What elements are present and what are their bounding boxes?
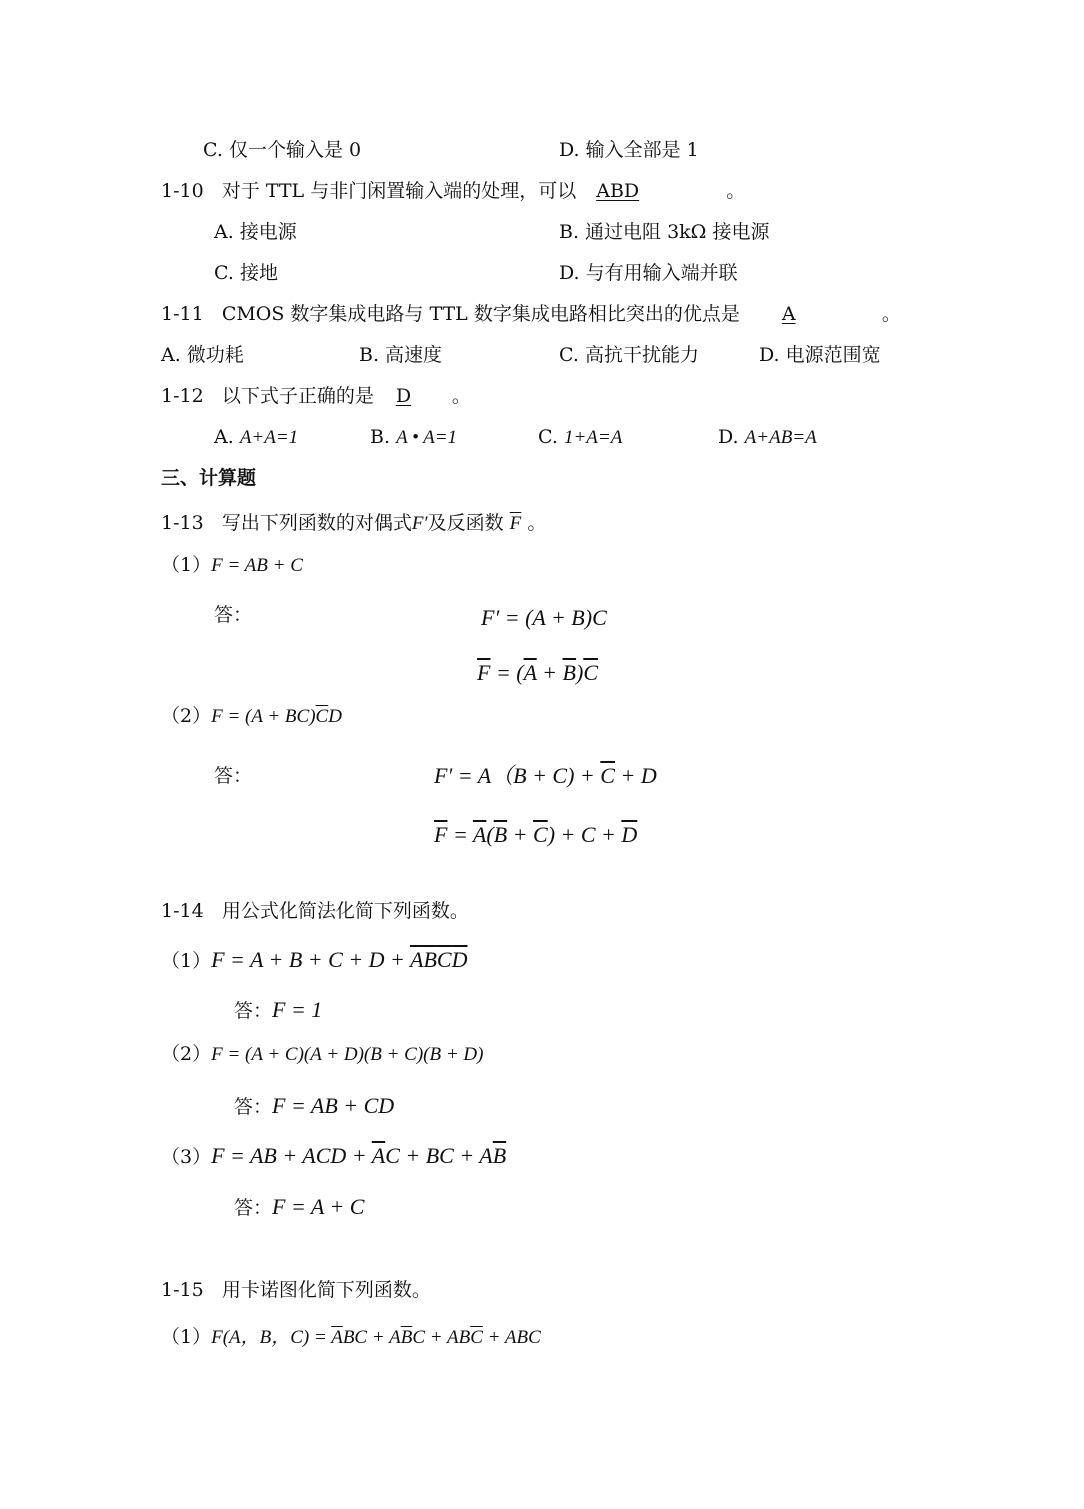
q1-15-part-1: （1）F(A，B，$C) = \overline{A}BC + A\overline{B}C + AB\overline{C}$ + ABC [161,1326,541,1348]
q1-12-option-d: D. A+AB=A [718,426,817,448]
q1-14-part-3: （3）F = AB + ACD + $\overline{A}C$ + BC + $A\overline{B}$ [161,1143,507,1168]
q1-9-option-c: C. 仅一个输入是 0 [203,139,362,161]
answer-label: 答： [214,604,253,626]
q1-9-option-d: D. 输入全部是 1 [559,139,699,161]
q1-10-option-c: C. 接地 [214,262,278,284]
q1-11-stem: 1-11 CMOS 数字集成电路与 TTL 数字集成电路相比突出的优点是 A 。 [161,303,901,325]
q1-15-stem: 1-15 用卡诺图化简下列函数。 [161,1279,431,1301]
question-number: 1-11 [161,303,204,325]
q1-14-p1-answer: 答：F = 1 [234,997,323,1022]
q1-10-option-d: D. 与有用输入端并联 [559,262,738,284]
q1-11-option-d: D. 电源范围宽 [759,344,881,366]
q1-13-p2-dual: $F' = A(B + C) + \overline{C} + D$ [434,763,657,788]
q1-12-option-b: B. A • A=1 [370,426,458,448]
question-number: 1-15 [161,1279,204,1301]
q1-14-part-2: （2）F = (A + C)(A + D)(B + C)(B + D) [161,1043,484,1065]
q1-10-option-b: B. 通过电阻 3kΩ 接电源 [559,221,770,243]
question-text: CMOS 数字集成电路与 TTL 数字集成电路相比突出的优点是 [221,303,740,325]
q1-14-stem: 1-14 用公式化简法化简下列函数。 [161,900,469,922]
question-text: 以下式子正确的是 [221,385,374,407]
q1-12-stem: 1-12 以下式子正确的是 D 。 [161,385,471,407]
answer-blank: A [781,303,796,325]
section-heading: 三、计算题 [161,467,257,489]
q1-13-stem: 1-13 写出下列函数的对偶式F′及反函数 $\overline{F}$ 。 [161,512,547,534]
question-number: 1-14 [161,900,204,922]
q1-14-p3-answer: 答：F = A + C [234,1194,365,1219]
q1-13-p1-dual: F′ = (A + B)C [481,605,607,630]
answer-blank: D [395,385,412,407]
f-bar-symbol: $\overline{F}$ [509,513,522,534]
question-number: 1-10 [161,180,204,202]
q1-13-part-1: （1）F = AB + C [161,554,303,576]
q1-13-p2-inverse: $\overline{F} = \overline{A}(\overline{B} + \overline{C}) + C + \overline{D}$ [434,822,638,847]
q1-14-part-1: $(1)F = A + B + C + D + \overline{A}\overline{B}\overline{C}\overline{D}$ [161,947,468,972]
question-number: 1-12 [161,385,204,407]
q1-11-option-a: A. 微功耗 [161,344,244,366]
q1-12-option-c: C. 1+A=A [538,426,623,448]
q1-10-option-a: A. 接电源 [214,221,297,243]
q1-10-stem: 1-10 对于 TTL 与非门闲置输入端的处理，可以 ABD 。 [161,180,746,202]
q1-13-part-2: $(2)F = (A + BC)\overline{C}D$ [161,705,342,727]
q1-13-p1-inverse: $\overline{F} = (\overline{A} + \overline{B})\overline{C}$ [477,660,598,685]
q1-11-option-b: B. 高速度 [359,344,443,366]
answer-label: 答： [214,765,253,787]
q1-14-p2-answer: 答：F = AB + CD [234,1093,395,1118]
question-number: 1-13 [161,512,204,534]
answer-blank: ABD [596,180,640,202]
question-text: 对于 TTL 与非门闲置输入端的处理，可以 [221,180,577,202]
q1-12-option-a: A. A+A=1 [214,426,299,448]
q1-11-option-c: C. 高抗干扰能力 [559,344,699,366]
